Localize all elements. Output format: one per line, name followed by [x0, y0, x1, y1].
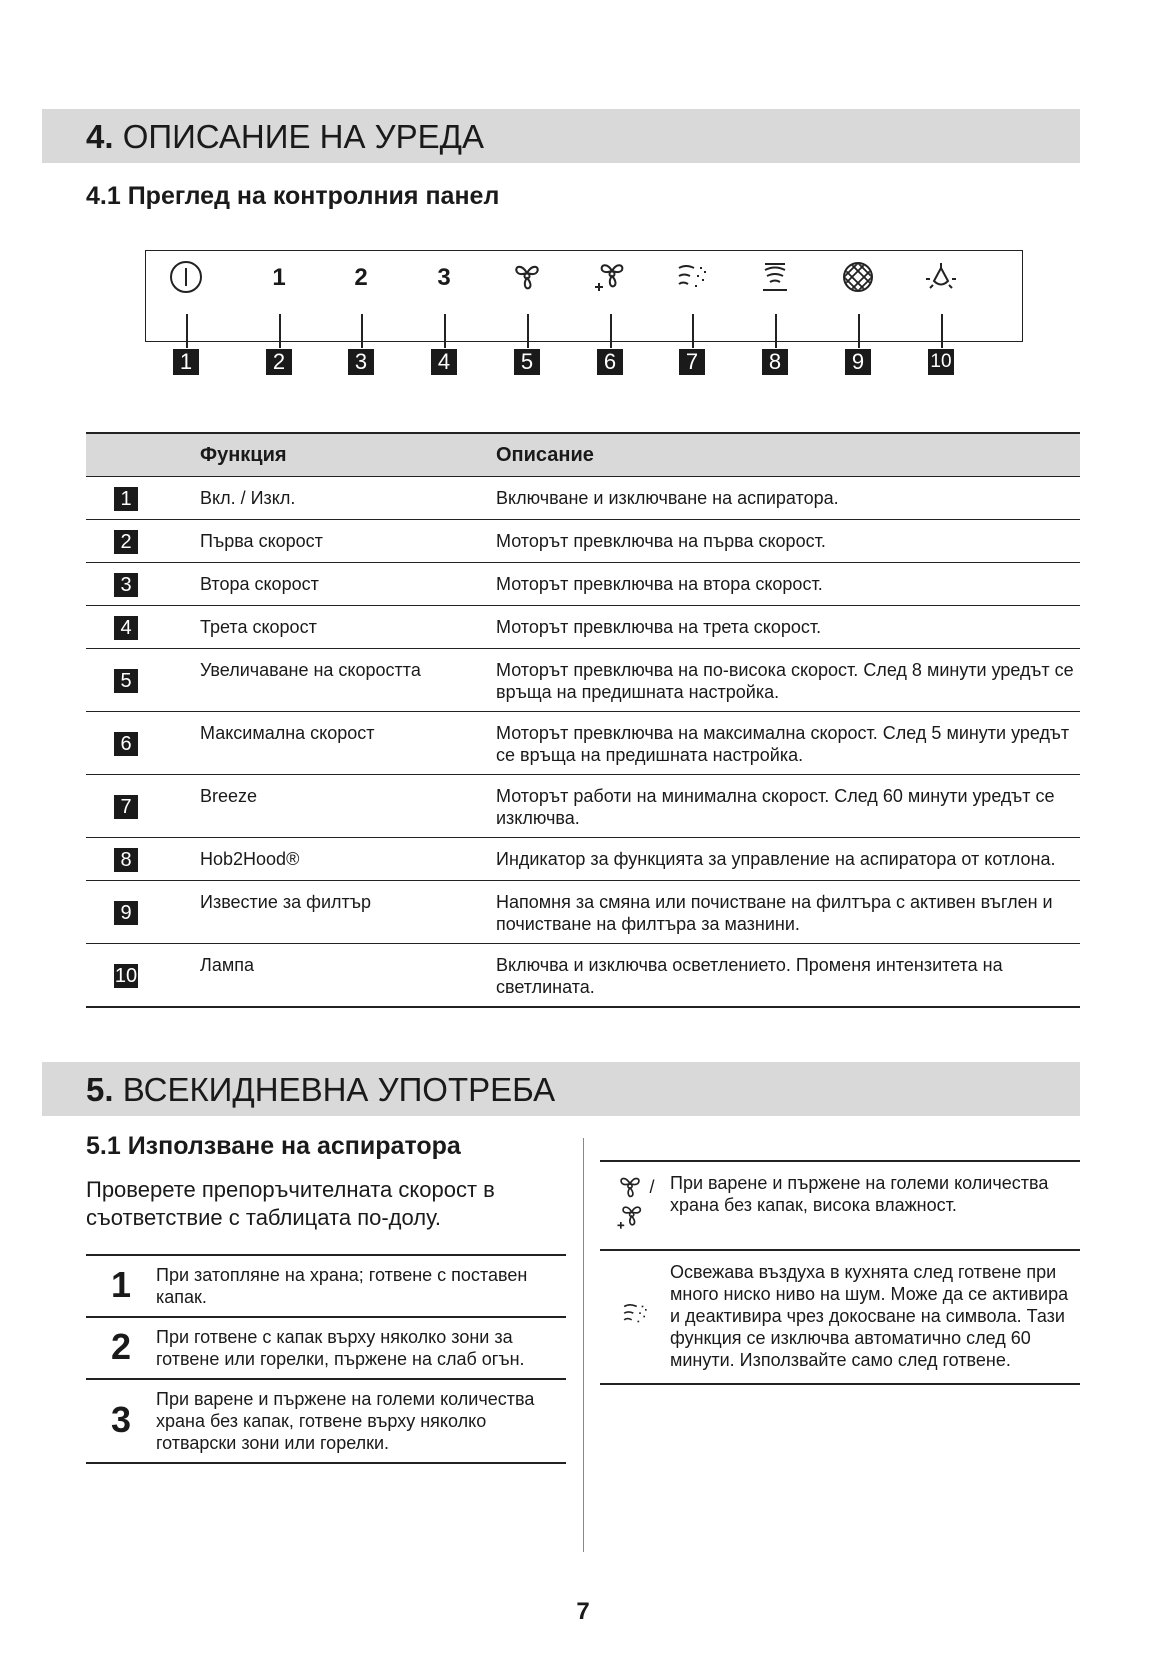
- function-name: Първа скорост: [200, 520, 496, 563]
- function-description: Напомня за смяна или почистване на филтъра с активен въглен и почистване на филтъра за мазнини.: [496, 881, 1080, 944]
- function-name: Известие за филтър: [200, 881, 496, 944]
- function-note-row: [600, 1250, 1080, 1384]
- speed-row: [86, 1255, 566, 1317]
- function-name: Hob2Hood®: [200, 838, 496, 881]
- callout-line: [361, 314, 363, 348]
- function-row: [86, 606, 1080, 649]
- panel-speed-label: 2: [354, 264, 368, 291]
- function-name: Вкл. / Изкл.: [200, 477, 496, 520]
- fan-icon: [509, 259, 545, 300]
- function-notes-table: [600, 1160, 1080, 1385]
- section-4-title: ОПИСАНИЕ НА УРЕДА: [122, 118, 485, 155]
- function-note-text: Освежава въздуха в кухнята след готвене при много ниско ниво на шум. Може да се активира и деактивира чрез докосване на символа. Тази функция се изключва автоматично след 60 минути. Използвайте само след готвене.: [670, 1250, 1080, 1384]
- fan-or-fan-plus-icon: [615, 1172, 654, 1232]
- row-number-badge: 8: [114, 848, 138, 872]
- function-row: [86, 649, 1080, 712]
- function-table-header: [86, 433, 1080, 477]
- function-description: Моторът превключва на втора скорост.: [496, 563, 1080, 606]
- row-number-badge: 9: [114, 901, 138, 925]
- row-number-badge: 10: [114, 965, 138, 987]
- fan-plus-icon: [592, 259, 628, 300]
- speed-description: При варене и пържене на големи количества храна без капак, готвене върху няколко готварски зони или горелки.: [156, 1379, 566, 1463]
- page-number: 7: [576, 1598, 590, 1625]
- function-name: Трета скорост: [200, 606, 496, 649]
- function-description: Включва и изключва осветлението. Променя интензитета на светлината.: [496, 944, 1080, 1008]
- speed-number: 3: [86, 1379, 156, 1463]
- callout-line: [941, 314, 943, 348]
- callout-line: [692, 314, 694, 348]
- section-5-number: 5.: [86, 1071, 114, 1108]
- section-4-number: 4.: [86, 118, 114, 155]
- hob2hood-icon: [757, 259, 793, 300]
- function-description: Моторът превключва на трета скорост.: [496, 606, 1080, 649]
- function-note-row: [600, 1161, 1080, 1250]
- callout-number: 2: [266, 349, 292, 375]
- section-4-header: [42, 109, 1080, 163]
- function-row: [86, 881, 1080, 944]
- speed-description: При затопляне на храна; готвене с поставен капак.: [156, 1255, 566, 1317]
- function-note-text: При варене и пържене на големи количества храна без капак, висока влажност.: [670, 1161, 1080, 1250]
- function-name: Breeze: [200, 775, 496, 838]
- function-name: Втора скорост: [200, 563, 496, 606]
- lamp-icon: [923, 259, 959, 300]
- callout-number: 10: [928, 349, 954, 375]
- function-description: Моторът работи на минимална скорост. След 60 минути уредът се изключва.: [496, 775, 1080, 838]
- function-row: [86, 477, 1080, 520]
- row-number-badge: 6: [114, 732, 138, 756]
- column-divider: [583, 1138, 584, 1552]
- callout-line: [186, 314, 188, 348]
- callout-number: 7: [679, 349, 705, 375]
- function-description: Индикатор за функцията за управление на аспиратора от котлона.: [496, 838, 1080, 881]
- function-name: Лампа: [200, 944, 496, 1008]
- speed-row: [86, 1317, 566, 1379]
- function-row: [86, 944, 1080, 1008]
- function-row: [86, 712, 1080, 775]
- row-number-badge: 2: [114, 530, 138, 554]
- function-description: Включване и изключване на аспиратора.: [496, 477, 1080, 520]
- speed-row: [86, 1379, 566, 1463]
- fan-plus-icon: [615, 1216, 645, 1236]
- callout-line: [775, 314, 777, 348]
- function-row: [86, 520, 1080, 563]
- section-5-title: ВСЕКИДНЕВНА УПОТРЕБА: [122, 1071, 556, 1108]
- callout-number: 4: [431, 349, 457, 375]
- function-description: Моторът превключва на максимална скорост. След 5 минути уредът се връща на предишната настройка.: [496, 712, 1080, 775]
- function-name: Максимална скорост: [200, 712, 496, 775]
- callout-number: 3: [348, 349, 374, 375]
- header-description: Описание: [496, 433, 1080, 477]
- callout-line: [527, 314, 529, 348]
- function-row: [86, 775, 1080, 838]
- callout-number: 1: [173, 349, 199, 375]
- speed-description: При готвене с капак върху няколко зони за готвене или горелки, пържене на слаб огън.: [156, 1317, 566, 1379]
- filter-icon: [840, 259, 876, 300]
- callout-number: 6: [597, 349, 623, 375]
- panel-speed-label: 3: [437, 264, 451, 291]
- function-row: [86, 563, 1080, 606]
- row-number-badge: 5: [114, 669, 138, 693]
- row-number-badge: 3: [114, 573, 138, 597]
- row-number-badge: 4: [114, 616, 138, 640]
- breeze-icon: [674, 259, 710, 300]
- callout-number: 9: [845, 349, 871, 375]
- function-row: [86, 838, 1080, 881]
- callout-number: 5: [514, 349, 540, 375]
- header-function: Функция: [200, 433, 496, 477]
- speed-table: [86, 1254, 566, 1464]
- function-table: [86, 432, 1080, 1008]
- function-description: Моторът превключва на първа скорост.: [496, 520, 1080, 563]
- speed-number: 1: [86, 1255, 156, 1317]
- speed-number: 2: [86, 1317, 156, 1379]
- callout-line: [858, 314, 860, 348]
- power-icon: [168, 259, 204, 300]
- row-number-badge: 1: [114, 487, 138, 511]
- subsection-5-1-title: 5.1 Използване на аспиратора: [86, 1132, 461, 1160]
- callout-line: [610, 314, 612, 348]
- callout-number: 8: [762, 349, 788, 375]
- function-name: Увеличаване на скоростта: [200, 649, 496, 712]
- breeze-icon: [620, 1313, 650, 1333]
- icon-separator: /: [649, 1177, 655, 1197]
- section-5-header: [42, 1062, 1080, 1116]
- function-description: Моторът превключва на по-висока скорост. След 8 минути уредът се връща на предишната настройка.: [496, 649, 1080, 712]
- callout-line: [279, 314, 281, 348]
- row-number-badge: 7: [114, 795, 138, 819]
- intro-text: Проверете препоръчителната скорост в съответствие с таблицата по-долу.: [86, 1177, 495, 1230]
- panel-speed-label: 1: [272, 264, 286, 291]
- subsection-4-1-title: 4.1 Преглед на контролния панел: [86, 182, 500, 210]
- callout-line: [444, 314, 446, 348]
